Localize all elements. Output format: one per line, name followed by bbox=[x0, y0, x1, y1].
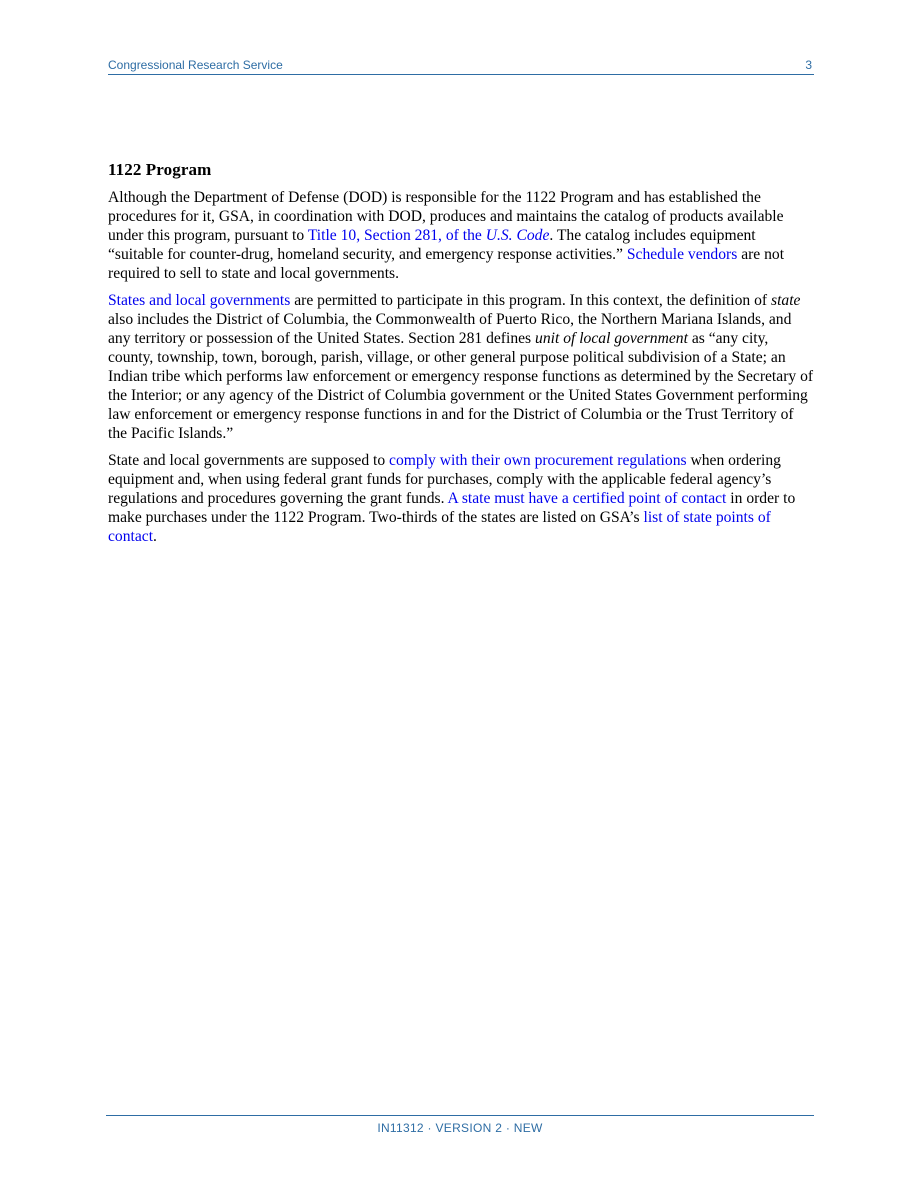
p3-text-4: . bbox=[153, 528, 157, 545]
section-title: 1122 Program bbox=[108, 160, 212, 179]
document-body bbox=[108, 160, 814, 554]
header-org: Congressional Research Service bbox=[108, 58, 283, 72]
p2-text-3: as “any city, county, township, town, borough, parish, village, or other general purpose political subdivision of a State; an Indian tribe which performs law enforcement or emergency response functions as determined by the Secretary of the Interior; or any agency of the District of Columbia government or the United States Government performing law enforcement or emergency response functions in and for the District of Columbia or the Trust Territory of the Pacific Islands.” bbox=[108, 330, 814, 442]
title-10-link-text: Title 10, Section 281, of the bbox=[307, 227, 486, 244]
footer-doc-id: IN11312 · VERSION 2 · NEW bbox=[377, 1121, 543, 1135]
page-number: 3 bbox=[805, 58, 812, 72]
p3-text-3: in order to make purchases under the 1122 Program. Two-thirds of the states are listed on GSA’s bbox=[108, 490, 796, 526]
us-code-link-text: U.S. Code bbox=[485, 227, 550, 244]
paragraph-2 bbox=[108, 291, 814, 443]
title-10-link[interactable] bbox=[308, 227, 550, 244]
p3-text-2: when ordering equipment and, when using federal grant funds for purchases, comply with the applicable federal agency’s regulations and procedures governing the grant funds. bbox=[108, 452, 781, 507]
p2-text-1: are permitted to participate in this program. In this context, the definition of bbox=[290, 292, 772, 309]
state-points-of-contact-link[interactable]: list of state points of contact bbox=[108, 509, 771, 545]
p1-text-3: are not required to sell to state and local governments. bbox=[108, 246, 785, 282]
procurement-regulations-link[interactable]: comply with their own procurement regulations bbox=[389, 452, 687, 469]
page-header bbox=[108, 58, 814, 75]
schedule-vendors-link[interactable]: Schedule vendors bbox=[626, 246, 738, 263]
certified-point-of-contact-link[interactable]: A state must have a certified point of contact bbox=[447, 490, 727, 507]
paragraph-3 bbox=[108, 451, 814, 546]
footer-divider bbox=[106, 1115, 814, 1116]
p2-em-unit-local-gov: unit of local government bbox=[535, 330, 688, 347]
states-local-governments-link[interactable]: States and local governments bbox=[108, 292, 291, 309]
p1-text-2: . The catalog includes equipment “suitable for counter-drug, homeland security, and emergency response activities.” bbox=[108, 227, 756, 263]
p1-text-1: Although the Department of Defense (DOD) is responsible for the 1122 Program and has established the procedures for it, GSA, in coordination with DOD, produces and maintains the catalog of products available under this program, pursuant to bbox=[108, 189, 784, 244]
p2-text-2: also includes the District of Columbia, the Commonwealth of Puerto Rico, the Northern Mariana Islands, and any territory or possession of the United States. Section 281 defines bbox=[108, 311, 792, 347]
p2-em-state: state bbox=[771, 292, 801, 309]
paragraph-1 bbox=[108, 188, 814, 283]
p3-text-1: State and local governments are supposed to bbox=[108, 452, 390, 469]
